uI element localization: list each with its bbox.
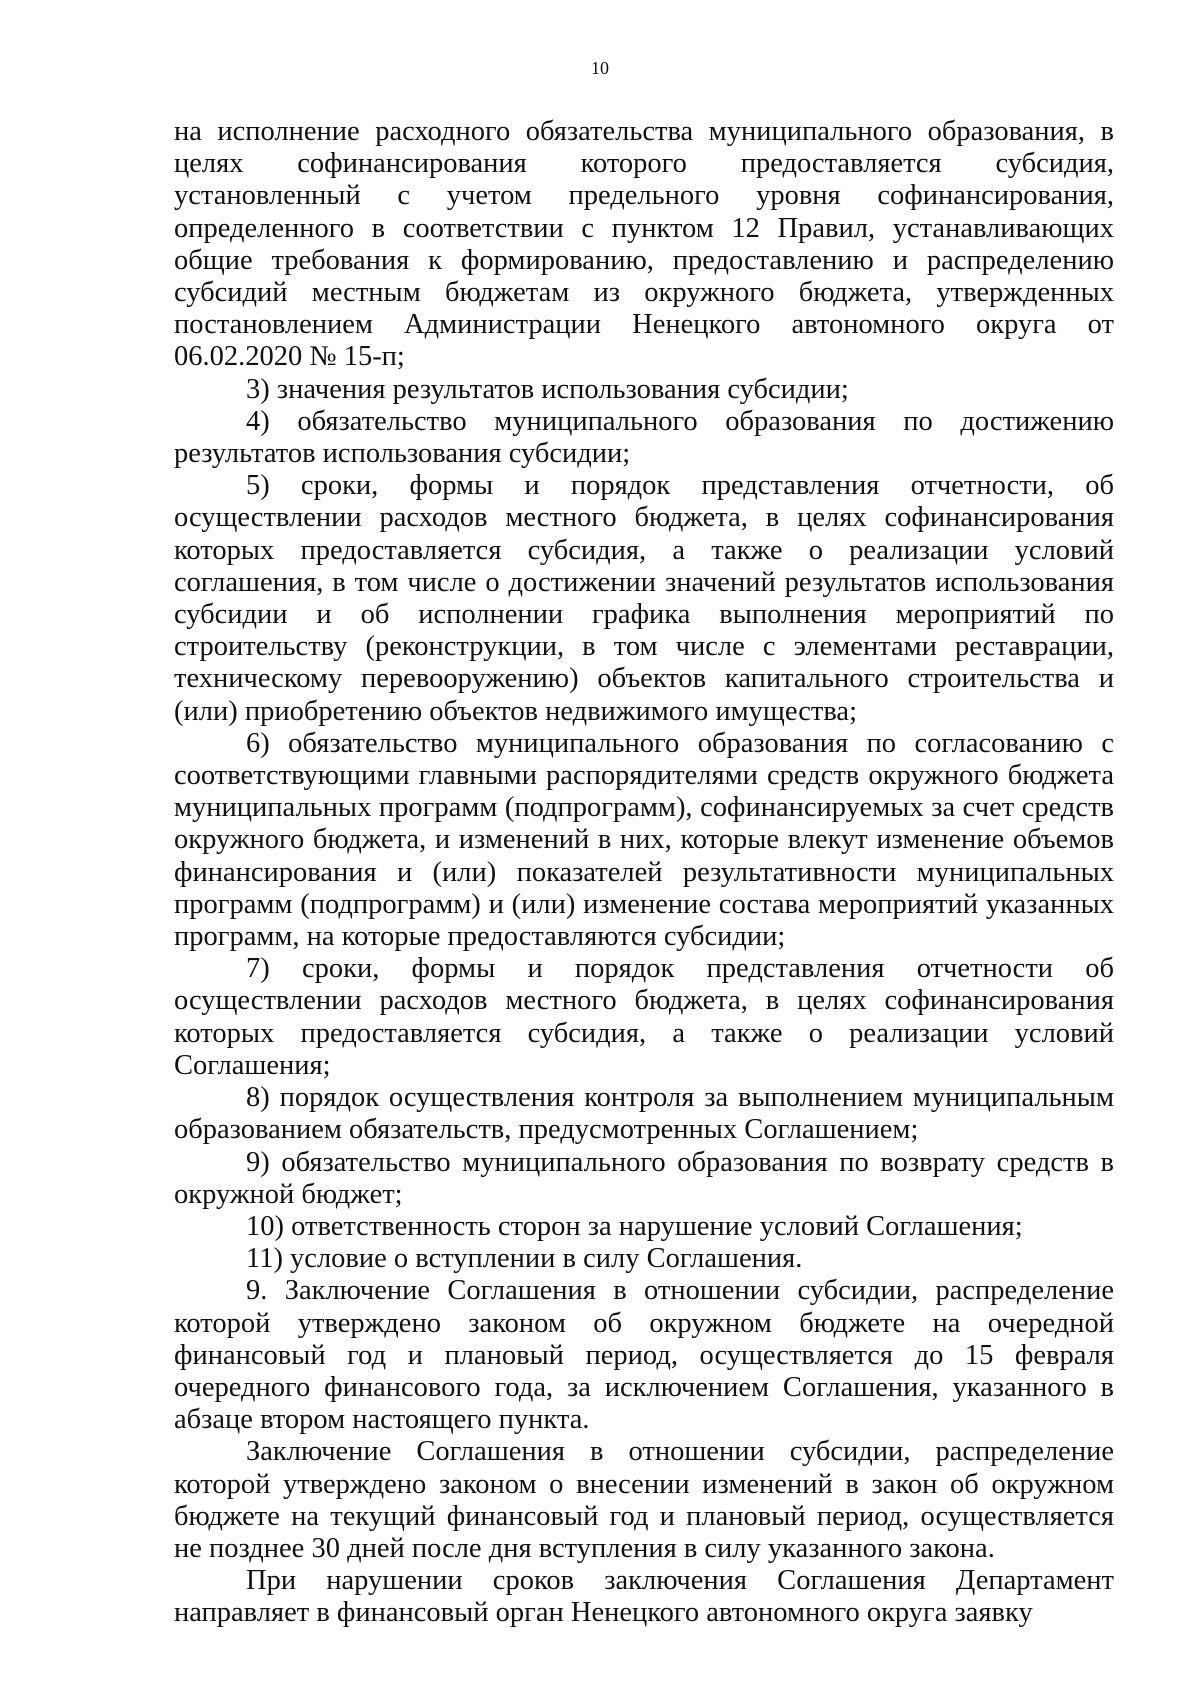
list-item-9: 9) обязательство муниципального образования по возврату средств в окружной бюджет; <box>174 1146 1114 1210</box>
section-9-paragraph-1: 9. Заключение Соглашения в отношении субсидии, распределение которой утверждено законом об окружном бюджете на очередной финансовый год и плановый период, осуществляется до 15 февраля очередного финансового года, за исключением Соглашения, указанного в абзаце втором настоящего пункта. <box>174 1275 1114 1436</box>
list-item-7: 7) сроки, формы и порядок представления отчетности об осуществлении расходов местного бюджета, в целях софинансирования которых предоставляется субсидия, а также о реализации условий Соглашения; <box>174 953 1114 1081</box>
section-9-paragraph-3: При нарушении сроков заключения Соглашения Департамент направляет в финансовый орган Ненецкого автономного округа заявку <box>174 1565 1114 1629</box>
list-item-11: 11) условие о вступлении в силу Соглашения. <box>246 1243 803 1275</box>
list-item-4: 4) обязательство муниципального образования по достижению результатов использования субсидии; <box>174 405 1114 470</box>
list-item-10: 10) ответственность сторон за нарушение условий Соглашения; <box>246 1210 1023 1242</box>
list-item-6: 6) обязательство муниципального образования по согласованию с соответствующими главными распорядителями средств окружного бюджета муниципальных программ (подпрограмм), софинансируемых за счет средств окружного бюджета, и изменений в них, которые влекут изменение объемов финансирования и (или) показателей результативности муниципальных программ (подпрограмм) и (или) изменение состава мероприятий указанных программ, на которые предоставляются субсидии; <box>174 727 1114 953</box>
paragraph-continued: на исполнение расходного обязательства муниципального образования, в целях софинансирования которого предоставляется субсидия, установленный с учетом предельного уровня софинансирования, определенного в соответствии с пунктом 12 Правил, устанавливающих общие требования к формированию, предоставлению и распределению субсидий местным бюджетам из окружного бюджета, утвержденных постановлением Администрации Ненецкого автономного округа от 06.02.2020 № 15-п; <box>174 116 1114 373</box>
list-item-5: 5) сроки, формы и порядок представления отчетности, об осуществлении расходов местного бюджета, в целях софинансирования которых предоставляется субсидия, а также о реализации условий соглашения, в том числе о достижении значений результатов использования субсидии и об исполнении графика выполнения мероприятий по строительству (реконструкции, в том числе с элементами реставрации, техническому перевооружению) объектов капитального строительства и (или) приобретению объектов недвижимого имущества; <box>174 470 1114 727</box>
page-number: 10 <box>591 58 609 78</box>
document-body <box>174 116 1114 1630</box>
list-item-8: 8) порядок осуществления контроля за выполнением муниципальным образованием обязательств, предусмотренных Соглашением; <box>174 1082 1114 1146</box>
section-9-paragraph-2: Заключение Соглашения в отношении субсидии, распределение которой утверждено законом о внесении изменений в закон об окружном бюджете на текущий финансовый год и плановый период, осуществляется не позднее 30 дней после дня вступления в силу указанного закона. <box>174 1436 1114 1564</box>
list-item-3: 3) значения результатов использования субсидии; <box>246 373 849 405</box>
